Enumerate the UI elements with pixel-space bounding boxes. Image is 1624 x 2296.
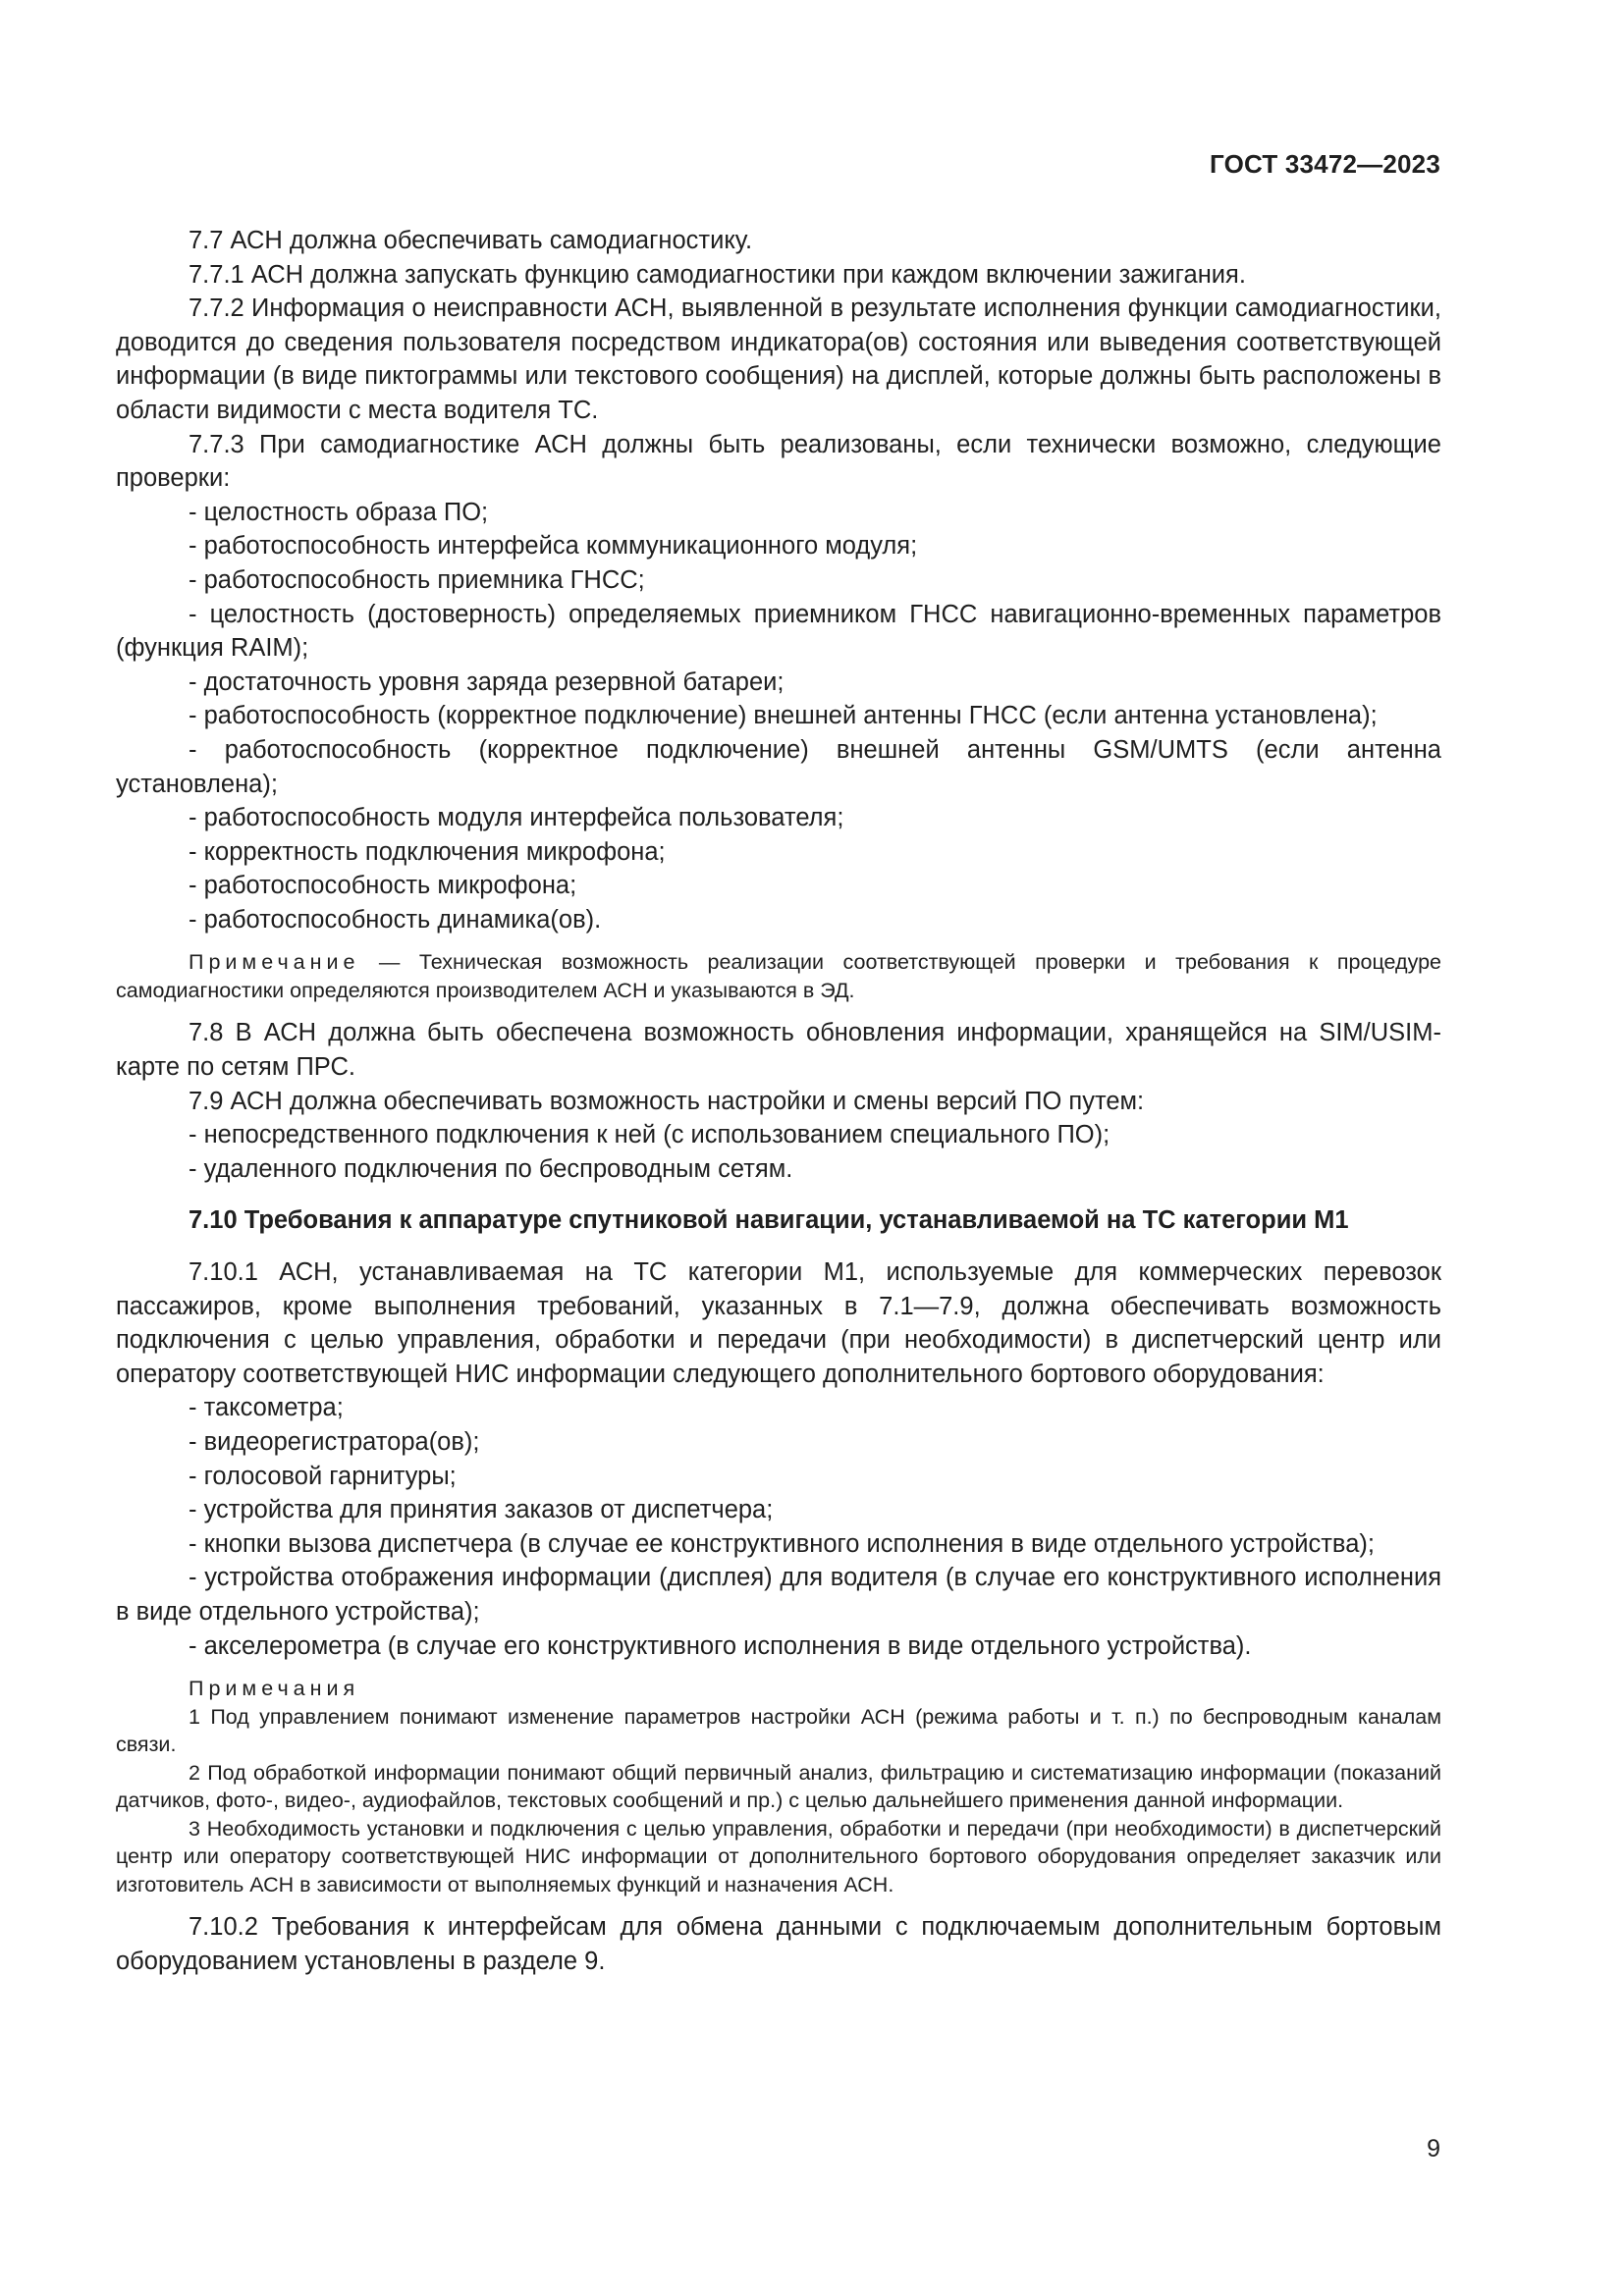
paragraph-7-7-3: 7.7.3 При самодиагностике АСН должны быть реализованы, если технически возможно, следующие проверки: — [116, 430, 1441, 493]
document-header: ГОСТ 33472—2023 — [1210, 149, 1440, 179]
paragraph-7-7-2: 7.7.2 Информация о неисправности АСН, выявленной в результате исполнения функции самодиагностики, доводится до сведения пользователя посредством индикатора(ов) состояния или выведения соответствующей информации (в виде пиктограммы или текстового сообщения) на дисплей, которые должны быть расположены в области видимости с места водителя ТС. — [116, 294, 1441, 424]
list-item: - устройства для принятия заказов от диспетчера; — [189, 1496, 774, 1524]
list-item: - корректность подключения микрофона; — [189, 837, 666, 866]
note-label: Примечание — [189, 950, 360, 975]
note-selfcheck — [116, 948, 1441, 1004]
list-item: - достаточность уровня заряда резервной батареи; — [189, 667, 785, 696]
paragraph-7-7-1: 7.7.1 АСН должна запускать функцию самодиагностики при каждом включении зажигания. — [189, 260, 1246, 289]
list-item: - таксометра; — [189, 1394, 344, 1422]
note-item: 3 Необходимость установки и подключения с целью управления, обработки и передачи (при необходимости) в диспетчерский центр или оператору соответствующей НИС информации от дополнительного бортового оборудования определяет заказчик или изготовитель АСН в зависимости от выполняемых функций и назначения АСН. — [116, 1816, 1441, 1896]
list-item: - удаленного подключения по беспроводным сетям. — [189, 1154, 793, 1183]
note-item: 1 Под управлением понимают изменение параметров настройки АСН (режима работы и т. п.) по беспроводным каналам связи. — [116, 1704, 1441, 1757]
note-text: — Техническая возможность реализации соответствующей проверки и требования к процедуре самодиагностики определяются производителем АСН и указываются в ЭД. — [116, 950, 1441, 1002]
equipment-list — [116, 1391, 1441, 1663]
list-item: - голосовой гарнитуры; — [189, 1462, 457, 1490]
document-body — [116, 224, 1441, 1978]
list-item: - работоспособность интерфейса коммуникационного модуля; — [189, 532, 918, 561]
paragraph-7-7: 7.7 АСН должна обеспечивать самодиагностику. — [189, 227, 753, 254]
list-item: - работоспособность модуля интерфейса пользователя; — [189, 804, 844, 832]
list-item: - устройства отображения информации (дисплея) для водителя (в случае его конструктивного исполнения в виде отдельного устройства); — [116, 1564, 1441, 1626]
paragraph-7-10-2: 7.10.2 Требования к интерфейсам для обмена данными с подключаемым дополнительным бортовым оборудованием установлены в разделе 9. — [116, 1913, 1441, 1975]
list-item: - целостность образа ПО; — [189, 498, 489, 526]
list-item: - работоспособность (корректное подключение) внешней антенны GSM/UMTS (если антенна установлена); — [116, 735, 1441, 798]
list-item: - кнопки вызова диспетчера (в случае ее конструктивного исполнения в виде отдельного устройства); — [189, 1529, 1375, 1558]
section-heading-7-10: 7.10 Требования к аппаратуре спутниковой навигации, устанавливаемой на ТС категории М1 — [189, 1206, 1349, 1235]
notes-heading: Примечания — [189, 1677, 360, 1701]
list-item: - работоспособность динамика(ов). — [189, 905, 602, 934]
paragraph-7-8: 7.8 В АСН должна быть обеспечена возможность обновления информации, хранящейся на SIM/USIM-карте по сетям ПРС. — [116, 1019, 1441, 1082]
list-item: - непосредственного подключения к ней (с использованием специального ПО); — [189, 1121, 1110, 1149]
list-item: - работоспособность микрофона; — [189, 872, 577, 900]
page-number: 9 — [1427, 2135, 1440, 2163]
paragraph-7-10-1: 7.10.1 АСН, устанавливаемая на ТС категории М1, используемые для коммерческих перевозок пассажиров, кроме выполнения требований, указанных в 7.1—7.9, должна обеспечивать возможность подключения с целью управления, обработки и передачи (при необходимости) в диспетчерский центр или оператору соответствующей НИС информации следующего дополнительного бортового оборудования: — [116, 1258, 1441, 1388]
paragraph-7-9: 7.9 АСН должна обеспечивать возможность настройки и смены версий ПО путем: — [189, 1087, 1145, 1115]
note-item: 2 Под обработкой информации понимают общий первичный анализ, фильтрацию и систематизацию информации (показаний датчиков, фото-, видео-, аудиофайлов, текстовых сообщений и пр.) с целью дальнейшего применения данной информации. — [116, 1760, 1441, 1813]
list-item: - видеорегистратора(ов); — [189, 1428, 480, 1456]
selfcheck-list — [116, 496, 1441, 937]
list-item: - работоспособность приемника ГНСС; — [189, 565, 645, 594]
list-item: - работоспособность (корректное подключение) внешней антенны ГНСС (если антенна установлена); — [189, 702, 1378, 730]
list-item: - целостность (достоверность) определяемых приемником ГНСС навигационно-временных параметров (функция RAIM); — [116, 600, 1441, 663]
list-item: - акселерометра (в случае его конструктивного исполнения в виде отдельного устройства). — [189, 1631, 1252, 1660]
